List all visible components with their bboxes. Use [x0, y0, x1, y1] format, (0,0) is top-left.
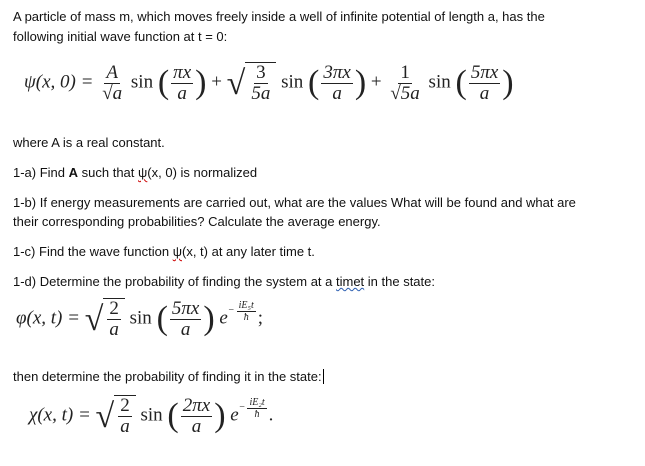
intro-line-1: A particle of mass m, which moves freely inside a well of infinite potential of length a, has the [13, 9, 545, 24]
then-text: then determine the probability of finding it in the state: [13, 369, 322, 384]
question-1d: 1-d) Determine the probability of finding the system at a timet in the state: [13, 274, 435, 289]
question-1c: 1-c) Find the wave function ψ(x, t) at any later time t. [13, 244, 315, 259]
eq3-arg: $\frac{2\pi x}{a}$ [182, 394, 211, 437]
eq1-term3-sin: sin [428, 71, 451, 93]
eq2-coef: √ $\frac{2}{a}$ [85, 298, 125, 340]
question-1b-line-2: their corresponding probabilities? Calculate the average energy. [13, 214, 381, 229]
eq1-term3-coef: $\frac{1}{√5a}$ [390, 61, 420, 104]
equation-chi-state: χ(x, t) = √ $\frac{2}{a}$ sin ( $\frac{2\pi x}{a}$ ) $e^{- \frac{\text{iE₂t}}{ħ}}$ . [29, 394, 274, 437]
eq2-arg: $\frac{5\pi x}{a}$ [171, 297, 200, 340]
equation-phi-state: φ(x, t) = √ $\frac{2}{a}$ sin ( $\frac{5\pi x}{a}$ ) $e^{- \frac{\text{iE₅t}}{ħ}}$ ; [16, 297, 264, 340]
eq1-plus-1: + [211, 71, 222, 93]
eq1-term1-coef: $\frac{A}{√a}$ [102, 61, 123, 104]
eq1-lhs: ψ(x, 0) = [24, 71, 94, 93]
eq3-lhs: χ(x, t) = [29, 404, 91, 426]
eq2-exponent: − iE₅t ħ [227, 299, 254, 323]
eq3-exponent: − iE₂t ħ [238, 396, 265, 420]
where-text: where A is a real constant. [13, 135, 165, 150]
question-1a: 1-a) Find A such that ψ(x, 0) is normalized [13, 165, 258, 180]
eq1-plus-2: + [370, 71, 382, 93]
eq1-term2-arg: $\frac{3\pi x}{a}$ [323, 61, 351, 104]
eq1-term1-arg: $\frac{\pi x}{a}$ [173, 61, 192, 104]
eq2-sin: sin [129, 307, 152, 329]
question-1b-line-1: 1-b) If energy measurements are carried out, what are the values What will be found and what are [13, 195, 576, 210]
eq2-lhs: φ(x, t) = [16, 307, 80, 329]
eq1-term2-coef: √ $\frac{3}{5a}$ [227, 62, 277, 104]
text-cursor [323, 369, 324, 384]
eq1-term1-sin: sin [130, 71, 154, 93]
eq3-sin: sin [140, 404, 163, 426]
eq1-term3-arg: $\frac{5\pi x}{a}$ [470, 61, 499, 104]
eq3-exp-base: e [230, 404, 239, 426]
eq3-coef: √ $\frac{2}{a}$ [96, 395, 136, 437]
eq2-exp-base: e [219, 307, 228, 329]
eq1-term2-sin: sin [281, 71, 304, 93]
intro-line-2: following initial wave function at t = 0: [13, 29, 228, 44]
equation-initial-wavefunction: ψ(x, 0) = $\frac{A}{√a}$ sin ( $\frac{\pi x}{a}$ ) + √ $\frac{3}{5a}$ sin ( $\frac{3\pi x}{a}$ ) + $\frac{1}{√5a}$ sin ( $\frac{5\pi x}{a}$ ) [24, 61, 514, 104]
